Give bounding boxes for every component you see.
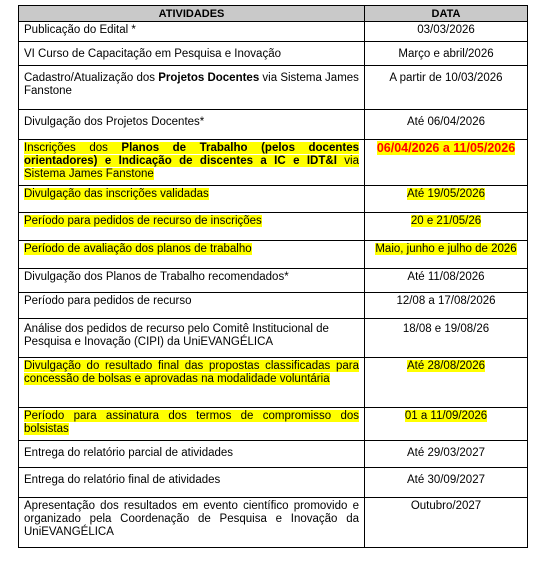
- table-row: [19, 241, 528, 269]
- activity-cell: Publicação do Edital *: [19, 22, 365, 42]
- table-row: [19, 269, 528, 293]
- date-cell: A partir de 10/03/2026: [365, 66, 528, 110]
- table-row: [19, 42, 528, 66]
- table-row: [19, 186, 528, 213]
- date-cell: 06/04/2026 a 11/05/2026: [365, 140, 528, 186]
- date-cell: 12/08 a 17/08/2026: [365, 293, 528, 319]
- date-cell: Março e abril/2026: [365, 42, 528, 66]
- schedule-table: [18, 5, 528, 548]
- date-cell: 20 e 21/05/26: [365, 213, 528, 241]
- activity-cell: Período para pedidos de recurso de inscrições: [19, 213, 365, 241]
- date-cell: Outubro/2027: [365, 498, 528, 548]
- activity-cell: Período para assinatura dos termos de compromisso dos bolsistas: [19, 408, 365, 441]
- table-row: [19, 468, 528, 498]
- table-row: [19, 319, 528, 358]
- activity-cell: Período de avaliação dos planos de trabalho: [19, 241, 365, 269]
- activity-cell: Apresentação dos resultados em evento científico promovido e organizado pela Coordenação de Pesquisa e Inovação da UniEVANGÉLICA: [19, 498, 365, 548]
- activity-cell: Entrega do relatório parcial de atividades: [19, 441, 365, 468]
- date-header: DATA: [365, 6, 528, 22]
- activity-cell: Entrega do relatório final de atividades: [19, 468, 365, 498]
- table-row: [19, 66, 528, 110]
- activity-cell: Divulgação das inscrições validadas: [19, 186, 365, 213]
- activity-cell: Análise dos pedidos de recurso pelo Comitê Institucional de Pesquisa e Inovação (CIPI) da UniEVANGÉLICA: [19, 319, 365, 358]
- table-row: [19, 22, 528, 42]
- date-cell: Até 28/08/2026: [365, 358, 528, 408]
- table-row: [19, 140, 528, 186]
- activity-cell: Inscrições dos Planos de Trabalho (pelos docentes orientadores) e Indicação de discentes a IC e IDT&I via Sistema James Fanstone: [19, 140, 365, 186]
- table-row: [19, 293, 528, 319]
- table-row: [19, 498, 528, 548]
- activities-header: ATIVIDADES: [19, 6, 365, 22]
- activity-cell: Divulgação dos Projetos Docentes*: [19, 110, 365, 140]
- date-cell: Até 29/03/2027: [365, 441, 528, 468]
- date-cell: Até 11/08/2026: [365, 269, 528, 293]
- table-row: [19, 213, 528, 241]
- date-cell: 18/08 e 19/08/26: [365, 319, 528, 358]
- date-cell: Maio, junho e julho de 2026: [365, 241, 528, 269]
- date-cell: Até 06/04/2026: [365, 110, 528, 140]
- date-cell: 01 a 11/09/2026: [365, 408, 528, 441]
- activity-cell: Cadastro/Atualização dos Projetos Docentes via Sistema James Fanstone: [19, 66, 365, 110]
- activity-cell: VI Curso de Capacitação em Pesquisa e Inovação: [19, 42, 365, 66]
- activity-cell: Divulgação dos Planos de Trabalho recomendados*: [19, 269, 365, 293]
- header-row: [19, 6, 528, 22]
- activity-cell: Período para pedidos de recurso: [19, 293, 365, 319]
- table-row: [19, 441, 528, 468]
- date-cell: 03/03/2026: [365, 22, 528, 42]
- date-cell: Até 30/09/2027: [365, 468, 528, 498]
- table-row: [19, 110, 528, 140]
- date-cell: Até 19/05/2026: [365, 186, 528, 213]
- activity-cell: Divulgação do resultado final das propostas classificadas para concessão de bolsas e aprovadas na modalidade voluntária: [19, 358, 365, 408]
- table-row: [19, 358, 528, 408]
- table-row: [19, 408, 528, 441]
